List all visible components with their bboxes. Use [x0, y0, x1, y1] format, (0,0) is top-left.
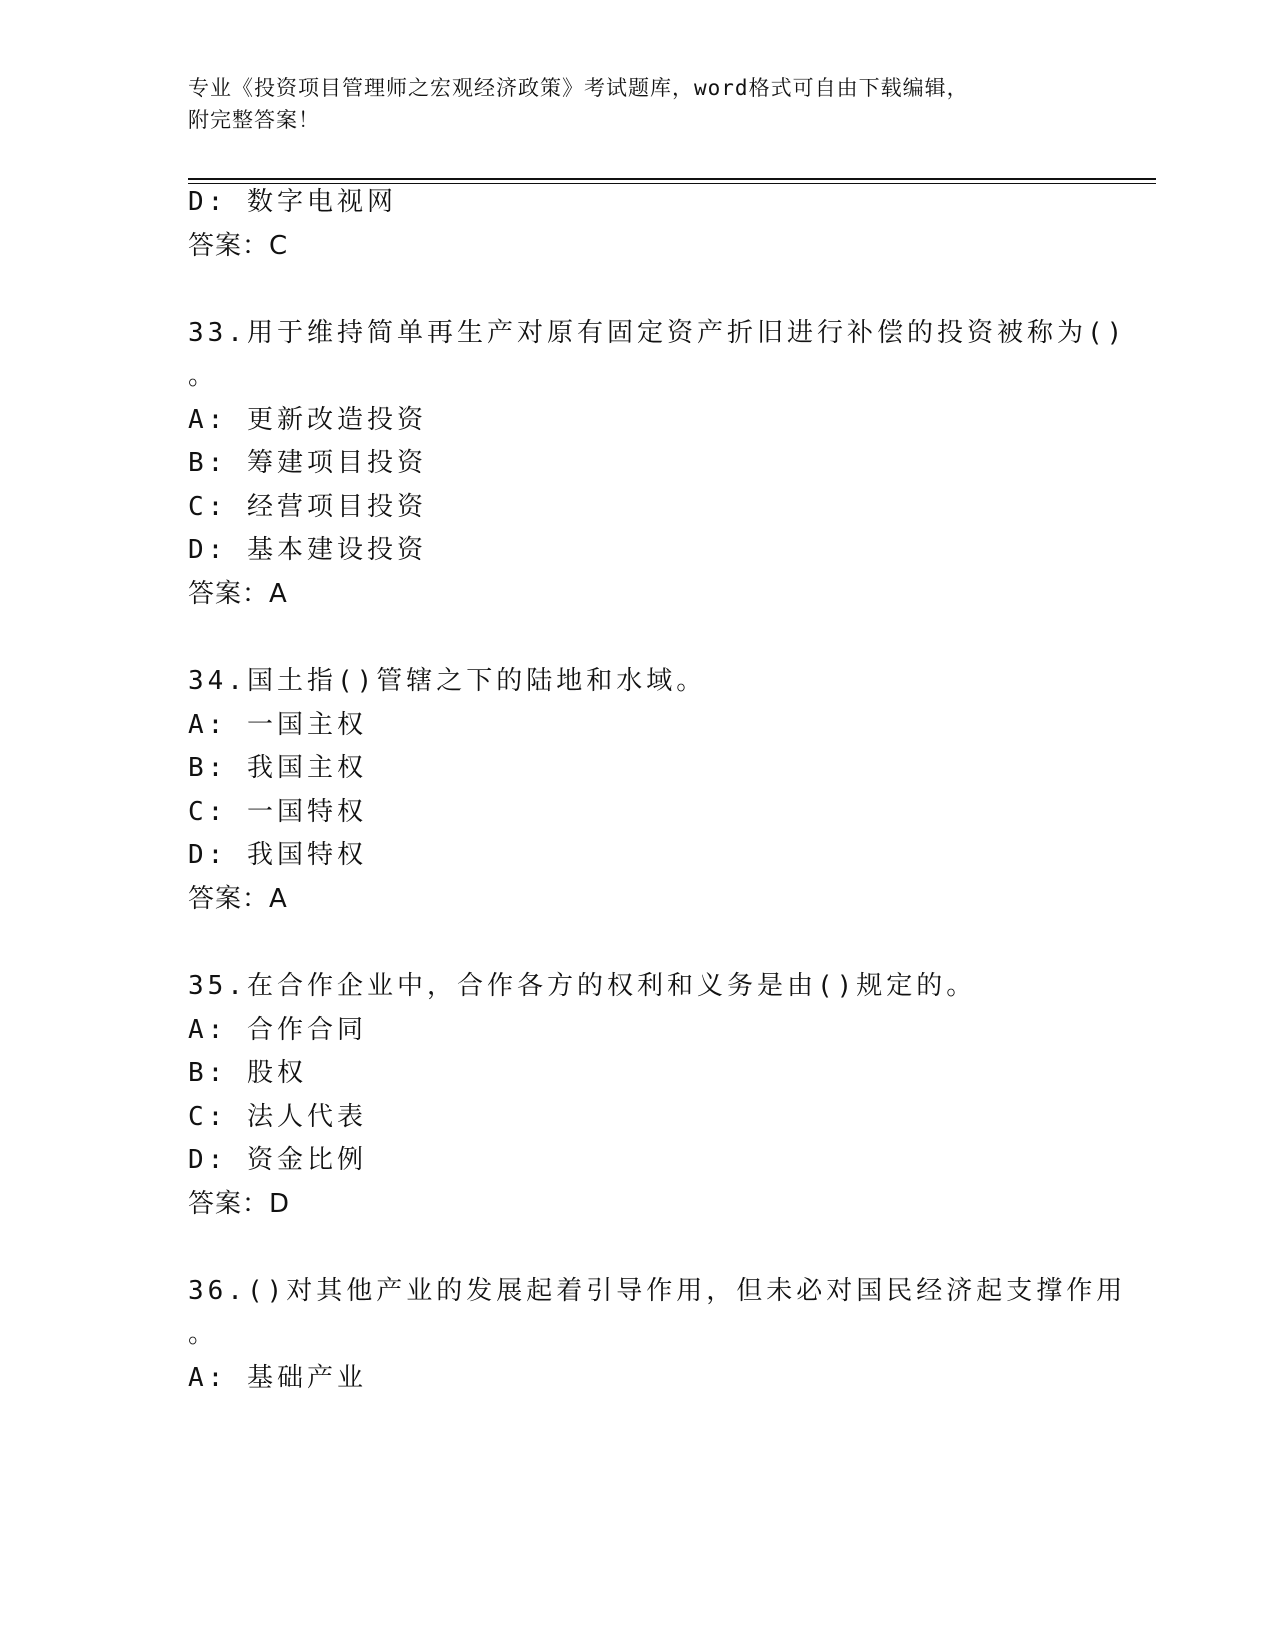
- q36-option-a: A: 基础产业: [188, 1363, 367, 1393]
- prev-option-d: D: 数字电视网: [188, 187, 397, 217]
- prev-answer: 答案：C: [188, 231, 289, 261]
- q35-answer: 答案：D: [188, 1189, 291, 1219]
- q33-option-d: D: 基本建设投资: [188, 535, 427, 565]
- q33-answer: 答案：A: [188, 579, 288, 609]
- q33-option-c: C: 经营项目投资: [188, 492, 427, 522]
- document-header: [188, 72, 1088, 136]
- q34-option-c: C: 一国特权: [188, 797, 367, 827]
- q34-option-d: D: 我国特权: [188, 840, 367, 870]
- q33-option-b: B: 筹建项目投资: [188, 448, 427, 478]
- q36-stem-line2: 。: [188, 1319, 219, 1349]
- q35-option-c: C: 法人代表: [188, 1102, 367, 1132]
- header-divider-thick: [188, 178, 1156, 180]
- q35-option-d: D: 资金比例: [188, 1145, 367, 1175]
- q33-stem-line1: 33.用于维持简单再生产对原有固定资产折旧进行补偿的投资被称为(): [188, 318, 1127, 348]
- q34-answer: 答案：A: [188, 884, 288, 914]
- q35-option-b: B: 股权: [188, 1058, 307, 1088]
- q33-stem-line2: 。: [188, 361, 219, 391]
- header-line-1: 专业《投资项目管理师之宏观经济政策》考试题库，word格式可自由下载编辑，: [188, 76, 969, 100]
- q35-stem: 35.在合作企业中，合作各方的权利和义务是由()规定的。: [188, 971, 977, 1001]
- q33-option-a: A: 更新改造投资: [188, 405, 427, 435]
- q35-option-a: A: 合作合同: [188, 1015, 367, 1045]
- q34-option-a: A: 一国主权: [188, 710, 367, 740]
- q34-stem: 34.国土指()管辖之下的陆地和水域。: [188, 666, 707, 696]
- q34-option-b: B: 我国主权: [188, 753, 367, 783]
- q36-stem-line1: 36.()对其他产业的发展起着引导作用，但未必对国民经济起支撑作用: [188, 1276, 1127, 1306]
- header-line-2: 附完整答案！: [188, 108, 320, 132]
